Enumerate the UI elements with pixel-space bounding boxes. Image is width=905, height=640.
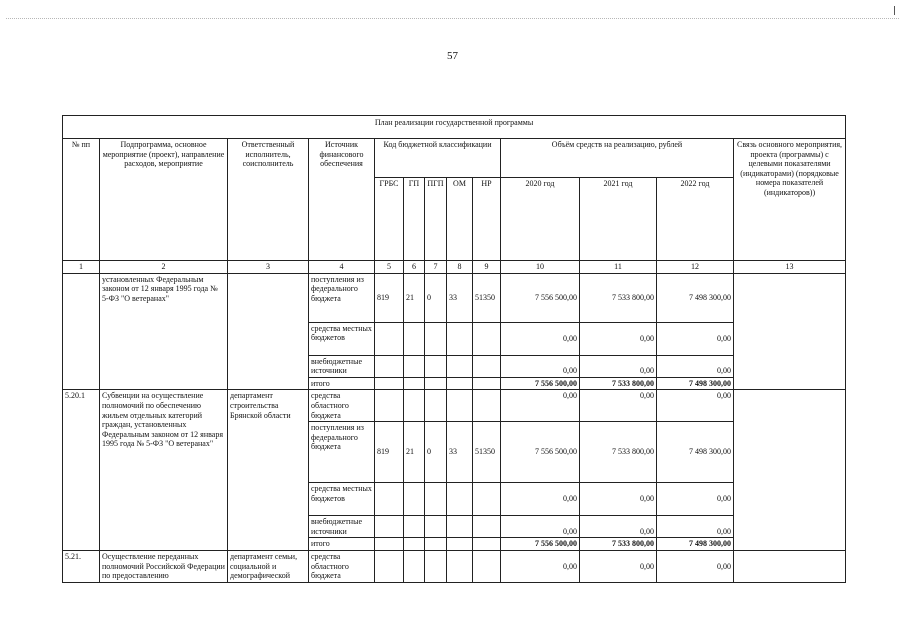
amount-2020: 0,00 bbox=[501, 516, 580, 538]
amount-2021: 0,00 bbox=[580, 355, 657, 377]
code-pgp: 0 bbox=[425, 422, 447, 483]
code-om: 33 bbox=[447, 273, 473, 322]
indicator-link bbox=[734, 390, 846, 551]
total-2020: 7 556 500,00 bbox=[501, 538, 580, 551]
source-total: итого bbox=[309, 538, 375, 551]
program-plan-table bbox=[62, 115, 846, 583]
column-number: 4 bbox=[309, 261, 375, 274]
amount-2021: 0,00 bbox=[580, 322, 657, 355]
header-source: Источник финансового обеспечения bbox=[309, 139, 375, 261]
header-volume: Объём средств на реализацию, рублей bbox=[501, 139, 734, 178]
amount-2022: 0,00 bbox=[657, 355, 734, 377]
source-offbudget: внебюджетные источники bbox=[309, 516, 375, 538]
column-number: 7 bbox=[425, 261, 447, 274]
table-row bbox=[63, 550, 846, 582]
amount-2021: 7 533 800,00 bbox=[580, 422, 657, 483]
table-title-row bbox=[63, 116, 846, 139]
item-description: установленных Федеральным законом от 12 января 1995 года № 5-ФЗ "О ветеранах" bbox=[100, 273, 228, 390]
amount-2020: 0,00 bbox=[501, 483, 580, 516]
source-regional: средства областного бюджета bbox=[309, 390, 375, 422]
table-row bbox=[63, 273, 846, 322]
scan-artifact-tick bbox=[894, 6, 895, 15]
total-2020: 7 556 500,00 bbox=[501, 377, 580, 390]
indicator-link bbox=[734, 550, 846, 582]
amount-2022: 0,00 bbox=[657, 390, 734, 422]
column-number: 2 bbox=[100, 261, 228, 274]
column-number: 10 bbox=[501, 261, 580, 274]
code-nr: 51350 bbox=[473, 273, 501, 322]
item-number bbox=[63, 273, 100, 390]
column-number: 5 bbox=[375, 261, 404, 274]
amount-2020: 7 556 500,00 bbox=[501, 422, 580, 483]
amount-2020: 0,00 bbox=[501, 550, 580, 582]
code-gp: 21 bbox=[404, 273, 425, 322]
header-2020: 2020 год bbox=[501, 178, 580, 261]
column-number: 13 bbox=[734, 261, 846, 274]
source-local: средства местных бюджетов bbox=[309, 483, 375, 516]
column-number: 12 bbox=[657, 261, 734, 274]
amount-2020: 0,00 bbox=[501, 355, 580, 377]
indicator-link bbox=[734, 273, 846, 390]
code-nr: 51350 bbox=[473, 422, 501, 483]
header-subprogram: Подпрограмма, основное мероприятие (проект), направление расходов, мероприятие bbox=[100, 139, 228, 261]
source-regional: средства областного бюджета bbox=[309, 550, 375, 582]
item-number: 5.21. bbox=[63, 550, 100, 582]
item-description: Осуществление переданных полномочий Российской Федерации по предоставлению bbox=[100, 550, 228, 582]
header-num: № пп bbox=[63, 139, 100, 261]
amount-2020: 0,00 bbox=[501, 390, 580, 422]
source-offbudget: внебюджетные источники bbox=[309, 355, 375, 377]
header-2022: 2022 год bbox=[657, 178, 734, 261]
header-executor: Ответственный исполнитель, соисполнитель bbox=[228, 139, 309, 261]
header-gp: ГП bbox=[404, 178, 425, 261]
header-grbs: ГРБС bbox=[375, 178, 404, 261]
code-om: 33 bbox=[447, 422, 473, 483]
total-2022: 7 498 300,00 bbox=[657, 538, 734, 551]
amount-2022: 7 498 300,00 bbox=[657, 422, 734, 483]
code-grbs: 819 bbox=[375, 422, 404, 483]
total-2021: 7 533 800,00 bbox=[580, 377, 657, 390]
amount-2021: 0,00 bbox=[580, 390, 657, 422]
amount-2022: 0,00 bbox=[657, 483, 734, 516]
code-grbs: 819 bbox=[375, 273, 404, 322]
source-total: итого bbox=[309, 377, 375, 390]
table-title: План реализации государственной программы bbox=[63, 116, 846, 139]
code-gp: 21 bbox=[404, 422, 425, 483]
item-number: 5.20.1 bbox=[63, 390, 100, 551]
column-number: 11 bbox=[580, 261, 657, 274]
amount-2020: 7 556 500,00 bbox=[501, 273, 580, 322]
item-executor: департамент семьи, социальной и демографической bbox=[228, 550, 309, 582]
header-row-1 bbox=[63, 139, 846, 178]
total-2021: 7 533 800,00 bbox=[580, 538, 657, 551]
source-federal: поступления из федерального бюджета bbox=[309, 422, 375, 483]
code-pgp: 0 bbox=[425, 273, 447, 322]
column-number: 1 bbox=[63, 261, 100, 274]
column-number: 6 bbox=[404, 261, 425, 274]
amount-2022: 0,00 bbox=[657, 550, 734, 582]
amount-2022: 0,00 bbox=[657, 516, 734, 538]
amount-2020: 0,00 bbox=[501, 322, 580, 355]
table-row bbox=[63, 390, 846, 422]
total-2022: 7 498 300,00 bbox=[657, 377, 734, 390]
column-number: 9 bbox=[473, 261, 501, 274]
item-executor bbox=[228, 273, 309, 390]
header-nr: НР bbox=[473, 178, 501, 261]
amount-2021: 0,00 bbox=[580, 483, 657, 516]
item-description: Субвенции на осуществление полномочий по обеспечению жильем отдельных категорий граждан, установленных Федеральным законом от 12 января 1995 года № 5-ФЗ "О ветеранах" bbox=[100, 390, 228, 551]
scan-artifact-line bbox=[6, 18, 899, 19]
amount-2022: 0,00 bbox=[657, 322, 734, 355]
column-number: 3 bbox=[228, 261, 309, 274]
amount-2021: 0,00 bbox=[580, 516, 657, 538]
amount-2021: 7 533 800,00 bbox=[580, 273, 657, 322]
amount-2021: 0,00 bbox=[580, 550, 657, 582]
column-number-row bbox=[63, 261, 846, 274]
source-local: средства местных бюджетов bbox=[309, 322, 375, 355]
source-federal: поступления из федерального бюджета bbox=[309, 273, 375, 322]
item-executor: департамент строительства Брянской области bbox=[228, 390, 309, 551]
header-pgp: ПГП bbox=[425, 178, 447, 261]
page-number: 57 bbox=[447, 50, 458, 62]
amount-2022: 7 498 300,00 bbox=[657, 273, 734, 322]
header-budget-code: Код бюджетной классификации bbox=[375, 139, 501, 178]
header-2021: 2021 год bbox=[580, 178, 657, 261]
column-number: 8 bbox=[447, 261, 473, 274]
header-om: ОМ bbox=[447, 178, 473, 261]
header-link: Связь основного мероприятия, проекта (программы) с целевыми показателями (индикаторами) (порядковые номера показателей (индикаторов)) bbox=[734, 139, 846, 261]
